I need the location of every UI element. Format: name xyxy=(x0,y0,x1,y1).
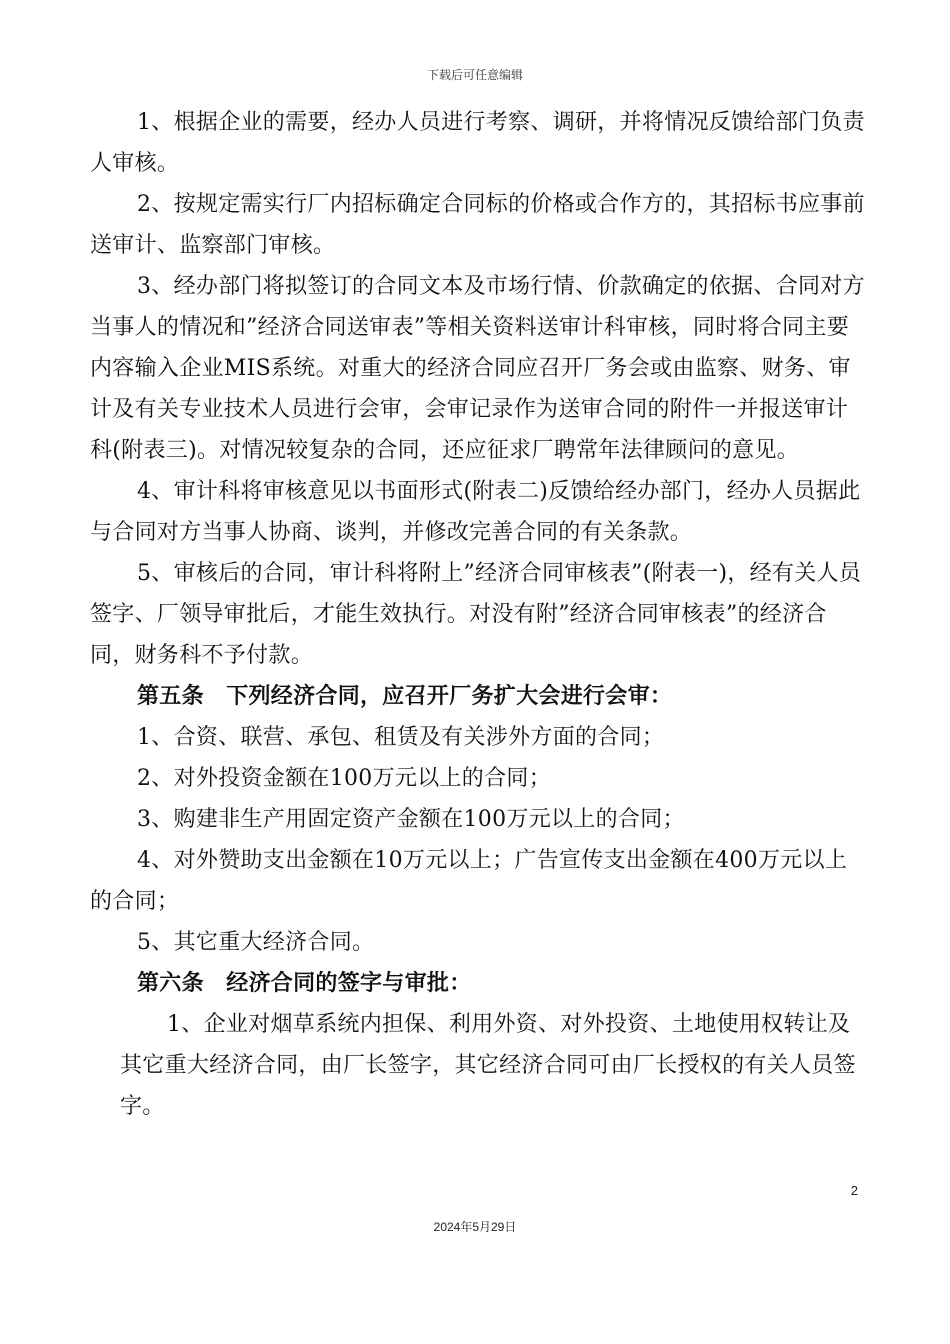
footer-date: 2024年5月29日 xyxy=(433,1220,517,1234)
article-heading: 第六条 经济合同的签字与审批： xyxy=(137,971,472,996)
list-item: 1、合资、联营、承包、租赁及有关涉外方面的合同； xyxy=(137,725,665,750)
paragraph: 3、经办部门将拟签订的合同文本及市场行情、价款确定的依据、合同对方当事人的情况和”经济合同送审表”等相关资料送审计科审核，同时将合同主要内容输入企业MIS系统。对重大的经济合同应召开厂务会或由监察、财务、审计及有关专业技术人员进行会审，会审记录作为送审合同的附件一并报送审计科(附表三)。对情况较复杂的合同，还应征求厂聘常年法律顾问的意见。 xyxy=(90,274,865,463)
document-body xyxy=(90,102,865,1127)
paragraph: 1、根据企业的需要，经办人员进行考察、调研，并将情况反馈给部门负责人审核。 xyxy=(90,110,865,176)
paragraph: 4、审计科将审核意见以书面形式(附表二)反馈给经办部门，经办人员据此与合同对方当事人协商、谈判，并修改完善合同的有关条款。 xyxy=(90,479,861,545)
list-item: 3、购建非生产用固定资产金额在100万元以上的合同； xyxy=(137,807,685,832)
list-item: 2、对外投资金额在100万元以上的合同； xyxy=(137,766,551,791)
article-heading: 第五条 下列经济合同，应召开厂务扩大会进行会审： xyxy=(137,684,673,709)
paragraph: 1、企业对烟草系统内担保、利用外资、对外投资、土地使用权转让及其它重大经济合同，由厂长签字，其它经济合同可由厂长授权的有关人员签字。 xyxy=(120,1012,856,1119)
page-header: 下载后可任意编辑 xyxy=(426,68,523,82)
list-item: 4、对外赞助支出金额在10万元以上；广告宣传支出金额在400万元以上的合同； xyxy=(90,848,848,914)
paragraph: 5、审核后的合同，审计科将附上”经济合同审核表”(附表一)，经有关人员签字、厂领导审批后，才能生效执行。对没有附”经济合同审核表”的经济合同，财务科不予付款。 xyxy=(90,561,862,668)
list-item: 5、其它重大经济合同。 xyxy=(137,930,375,955)
paragraph: 2、按规定需实行厂内招标确定合同标的价格或合作方的，其招标书应事前送审计、监察部门审核。 xyxy=(90,192,865,258)
page-number: 2 xyxy=(850,1183,858,1198)
